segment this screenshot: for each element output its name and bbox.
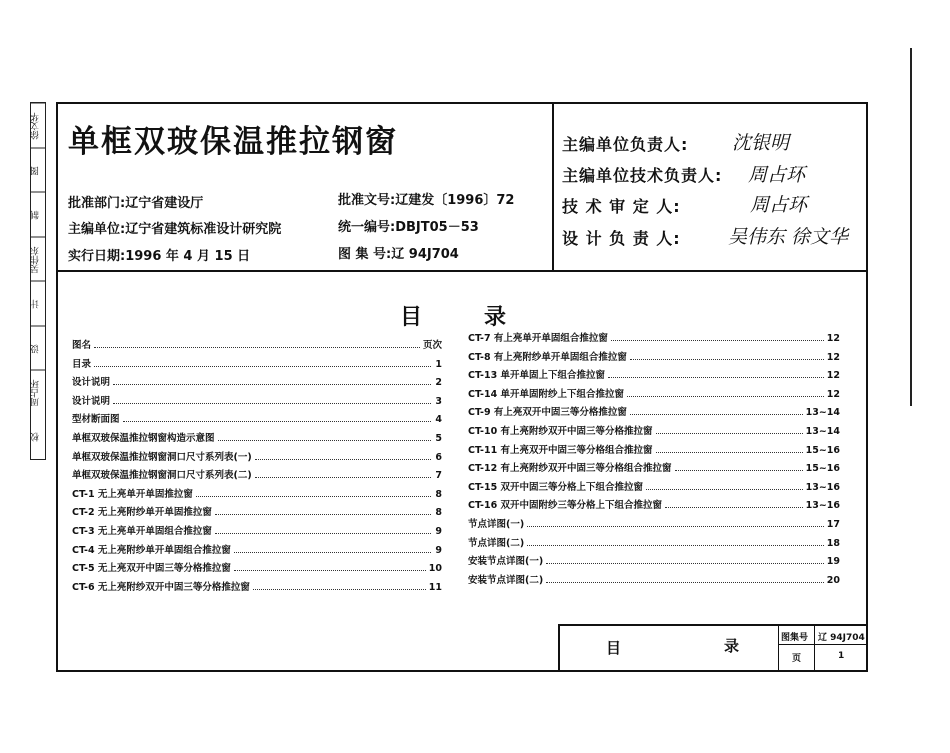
toc-leader-dots	[665, 507, 803, 508]
effective-date: 实行日期:1996 年 4 月 15 日	[68, 249, 251, 264]
toc-entry-name: CT-9 有上亮双开中固三等分格推拉窗	[468, 407, 627, 419]
toc-entry	[468, 349, 840, 363]
editor-unit: 主编单位:辽宁省建筑标准设计研究院	[68, 222, 282, 237]
toc-leader-dots	[234, 570, 426, 571]
toc-leader-dots	[656, 452, 803, 453]
title-block-name-char-1: 目	[606, 639, 622, 657]
scan-edge-line	[910, 48, 912, 406]
toc-entry-page: 8	[435, 507, 442, 519]
unified-no: 统一编号:DBJT05－53	[338, 220, 479, 235]
toc-leader-dots	[113, 384, 431, 385]
toc-entry-name: 安装节点详图(二)	[468, 574, 544, 586]
toc-leader-dots	[646, 489, 803, 490]
toc-entry-name: 型材断面图	[72, 414, 120, 426]
toc-entry-page: 3	[435, 395, 442, 407]
resp-design-label: 设 计 负 责 人:	[562, 229, 681, 248]
toc-entry-name: 设计说明	[72, 395, 111, 407]
toc-entry-page: 11	[428, 581, 442, 593]
toc-entry	[468, 423, 840, 437]
title-block-page-value: 1	[838, 651, 845, 661]
toc-leader-dots	[627, 396, 824, 397]
toc-entry	[72, 337, 442, 351]
toc-leader-dots	[218, 440, 431, 441]
toc-entry	[468, 442, 840, 456]
toc-entry-name: CT-3 无上亮单开单固组合推拉窗	[72, 526, 212, 537]
title-block-page-label: 页	[792, 654, 802, 664]
title-block-atlas-value: 辽 94J704	[818, 633, 865, 643]
toc-entry	[72, 393, 442, 407]
toc-entry-page: 13~14	[805, 407, 840, 419]
resp-tech-label: 主编单位技术负责人:	[562, 166, 723, 185]
resp-chief-signature: 沈银明	[732, 132, 790, 154]
toc-entry	[468, 330, 840, 344]
toc-entry-name: CT-6 无上亮附纱双开中固三等分格推拉窗	[72, 581, 250, 593]
toc-entry-page: 13~16	[805, 481, 840, 493]
strip-cell: 图	[31, 148, 45, 194]
resp-review-signature: 周占环	[750, 194, 808, 216]
toc-entry	[72, 467, 442, 481]
toc-entry	[72, 486, 442, 500]
toc-leader-dots	[215, 514, 431, 515]
toc-entry	[72, 504, 442, 518]
toc-entry-page: 18	[826, 537, 840, 549]
toc-leader-dots	[656, 433, 803, 434]
toc-entry	[72, 411, 442, 425]
toc-leader-dots	[255, 459, 431, 460]
approve-dept: 批准部门:辽宁省建设厅	[68, 196, 204, 211]
toc-entry-page: 19	[826, 556, 840, 568]
toc-leader-dots	[527, 526, 824, 527]
toc-entry-page: 6	[435, 451, 442, 463]
toc-entry-name: 节点详图(一)	[468, 519, 525, 530]
resp-review-label: 技 术 审 定 人:	[562, 197, 681, 216]
toc-entry	[468, 553, 840, 567]
toc-leader-dots	[94, 366, 431, 367]
resp-design-signature: 吴伟东 徐文华	[728, 226, 849, 248]
toc-entry-page: 9	[435, 544, 442, 556]
atlas-title: 单框双玻保温推拉钢窗	[68, 124, 398, 160]
toc-entry	[468, 572, 840, 586]
toc-leader-dots	[546, 582, 824, 583]
strip-cell: 校	[31, 432, 41, 442]
strip-cell: 制	[31, 192, 45, 238]
toc-entry-page: 12	[826, 388, 840, 400]
toc-entry-page: 12	[826, 351, 840, 363]
toc-entry-name: CT-16 双开中固附纱三等分格上下组合推拉窗	[468, 500, 663, 512]
toc-entry-page: 12	[826, 333, 840, 344]
toc-entry-name: 单框双玻保温推拉钢窗洞口尺寸系列表(一)	[72, 451, 252, 463]
toc-entry-page: 2	[435, 377, 442, 389]
toc-leader-dots	[546, 563, 824, 564]
toc-entry	[468, 386, 840, 400]
approve-doc-no: 批准文号:辽建发〔1996〕72	[338, 193, 515, 208]
toc-entry-page: 5	[435, 433, 442, 444]
toc-entry-page: 15~16	[805, 463, 840, 475]
toc-entry-name: CT-5 无上亮双开中固三等分格推拉窗	[72, 563, 231, 575]
toc-leader-dots	[215, 533, 431, 534]
toc-leader-dots	[94, 347, 420, 348]
toc-entry	[468, 404, 840, 418]
toc-leader-dots	[255, 477, 431, 478]
toc-entry-name: 安装节点详图(一)	[468, 556, 544, 568]
toc-entry-page: 1	[435, 358, 442, 370]
toc-entry-name: CT-2 无上亮附纱单开单固推拉窗	[72, 507, 212, 519]
toc-entry-name: 单框双玻保温推拉钢窗洞口尺寸系列表(二)	[72, 470, 252, 482]
toc-leader-dots	[253, 589, 426, 590]
toc-entry	[72, 560, 442, 574]
toc-entry-name: CT-7 有上亮单开单固组合推拉窗	[468, 333, 608, 344]
toc-entry-page: 8	[435, 488, 442, 500]
toc-entry-page: 13~14	[805, 426, 840, 437]
toc-entry-name: CT-12 有上亮附纱双开中固三等分格组合推拉窗	[468, 463, 672, 475]
toc-leader-dots	[123, 421, 431, 422]
strip-cell: 周占环	[31, 370, 45, 416]
toc-leader-dots	[611, 340, 824, 341]
toc-entry-page: 4	[435, 414, 442, 426]
strip-cell: 吴伟东	[31, 237, 45, 283]
toc-entry-name: 图名	[72, 340, 92, 351]
toc-entry-page: 20	[826, 574, 840, 586]
toc-entry-name: 目录	[72, 358, 92, 370]
toc-entry	[72, 449, 442, 463]
toc-leader-dots	[113, 403, 431, 404]
toc-entry	[468, 516, 840, 530]
toc-leader-dots	[196, 496, 431, 497]
atlas-no: 图 集 号:辽 94J704	[338, 247, 459, 262]
toc-entry-name: CT-10 有上亮附纱双开中固三等分格推拉窗	[468, 426, 653, 437]
toc-entry	[72, 374, 442, 388]
toc-entry	[72, 542, 442, 556]
toc-entry-page: 7	[435, 470, 442, 482]
toc-entry-name: 节点详图(二)	[468, 537, 525, 549]
title-block	[558, 624, 866, 670]
strip-cell: 设	[31, 326, 45, 372]
toc-entry-page: 9	[435, 526, 442, 537]
toc-entry	[72, 523, 442, 537]
toc-entry-name: CT-11 有上亮双开中固三等分格组合推拉窗	[468, 444, 653, 456]
toc-leader-dots	[630, 359, 824, 360]
toc-entry-name: CT-8 有上亮附纱单开单固组合推拉窗	[468, 351, 627, 363]
toc-entry-name: CT-15 双开中固三等分格上下组合推拉窗	[468, 481, 644, 493]
strip-cell: 徐文华	[31, 103, 45, 149]
header-divider	[56, 270, 868, 272]
toc-entry	[468, 497, 840, 511]
toc-title-char-1: 目	[400, 305, 423, 330]
toc-entry-page: 页次	[422, 340, 442, 351]
toc-entry-name: CT-14 单开单固附纱上下组合推拉窗	[468, 388, 625, 400]
toc-entry-name: CT-13 单开单固上下组合推拉窗	[468, 370, 606, 382]
toc-entry	[72, 356, 442, 370]
toc-leader-dots	[527, 545, 824, 546]
toc-leader-dots	[675, 470, 803, 471]
title-block-name-char-2: 录	[724, 637, 740, 655]
resp-tech-signature: 周占环	[748, 164, 806, 186]
signature-strip	[30, 102, 46, 460]
toc-entry	[72, 579, 442, 593]
toc-entry-page: 17	[826, 519, 840, 530]
title-block-atlas-label: 图集号	[781, 633, 809, 643]
toc-entry-page: 15~16	[805, 444, 840, 456]
toc-entry-name: CT-4 无上亮附纱单开单固组合推拉窗	[72, 544, 231, 556]
toc-entry	[72, 430, 442, 444]
strip-cell: 计	[31, 281, 45, 327]
toc-entry-name: 单框双玻保温推拉钢窗构造示意图	[72, 433, 215, 444]
toc-entry-page: 13~16	[805, 500, 840, 512]
toc-entry-name: CT-1 无上亮单开单固推拉窗	[72, 488, 193, 500]
toc-entry-page: 10	[428, 563, 442, 575]
toc-entry-name: 设计说明	[72, 377, 111, 389]
toc-entry	[468, 479, 840, 493]
header-column-divider	[552, 102, 554, 270]
toc-entry	[468, 367, 840, 381]
toc-leader-dots	[630, 414, 803, 415]
toc-leader-dots	[234, 552, 431, 553]
toc-title-char-2: 录	[484, 305, 507, 330]
toc-entry-page: 12	[826, 370, 840, 382]
toc-leader-dots	[608, 377, 824, 378]
toc-entry	[468, 460, 840, 474]
toc-entry	[468, 535, 840, 549]
toc-title	[400, 300, 506, 331]
resp-chief-label: 主编单位负责人:	[562, 135, 689, 154]
